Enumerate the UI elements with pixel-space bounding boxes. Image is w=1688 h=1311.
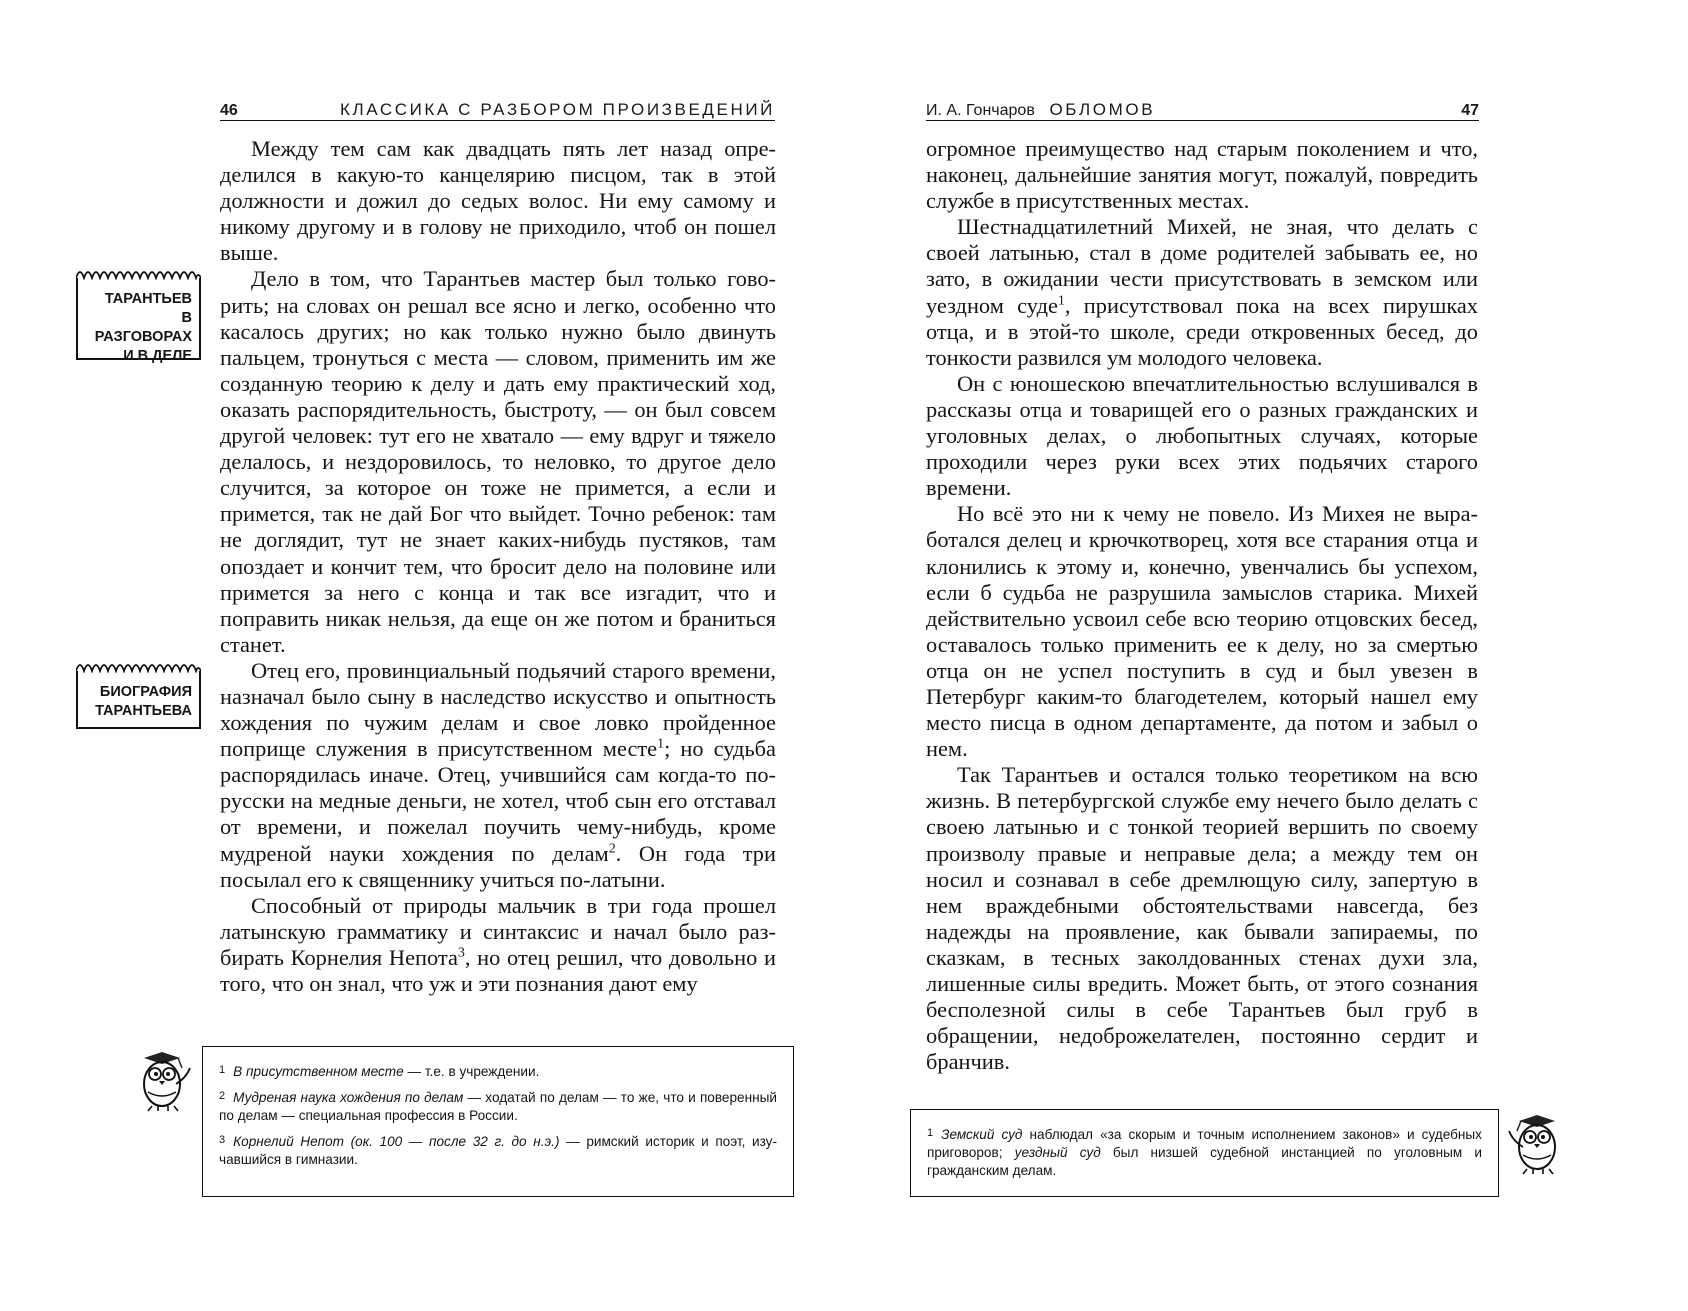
footnote (927, 1124, 1482, 1180)
text-run: , но отец решил, что довольно и того, что он знал, что уж и эти познания дают ему (220, 944, 776, 996)
left-body-text (220, 136, 776, 997)
page-number: 46 (220, 102, 238, 119)
paragraph (926, 214, 1478, 371)
paragraph: Но всё это ни к чему не повело. Из Михея не выработался делец и крючкотворец, хотя все старания отца и клонились к этому и, конечно, увенчались бы успехом, если б судьба не разрушила замыслов старика. Михей действительно усвоил себе всю теорию отцовских бесед, оставалось только применить ее к делу, но за смертью отца он не успел поступить в суд и был увезен в Петербург каким-то благодетелем, который нашел ему место писца в одном департаменте, да потом и забыл о нем. (926, 501, 1478, 762)
footnote-text: был низшей судебной инстанцией по уголовным и гражданским делам. (927, 1145, 1482, 1178)
footnote-term: Корнелий Непот (ок. 100 — после 32 г. до н.э.) (233, 1134, 560, 1149)
right-footnotes-box (910, 1109, 1499, 1197)
paragraph (220, 658, 776, 893)
footnote-text: — ходатай по делам — то же, что и поверенный по делам — специальная профессия в России. (219, 1090, 777, 1123)
text-run: , присутствовал пока на всех пирушках отца, и в этой-то школе, среди откровенных бесед, до тонкости развился ум молодого человека. (926, 292, 1478, 370)
footnote-mark: 1 (657, 736, 665, 752)
footnote-mark: 3 (457, 945, 465, 961)
footnote-number: 1 (927, 1127, 934, 1139)
text-run: Способный от природы мальчик в три года прошел латынскую грамматику и синтаксис и начал было разбирать Корнелия Непота (220, 892, 776, 970)
footnote-number: 3 (219, 1134, 226, 1146)
footnote-mark: 1 (1057, 293, 1065, 309)
paragraph (220, 893, 776, 997)
paragraph: Он с юношескою впечатлительностью вслушивался в рассказы отца и товарищей его о разных гражданских и уголовных делах, о любопытных случаях, которые проходили через руки всех этих подьячих старого времени. (926, 370, 1478, 501)
footnote-term: Мудреная наука хождения по делам (233, 1090, 464, 1105)
footnote-term: уездный суд (1014, 1145, 1101, 1160)
footnote-mark: 2 (608, 841, 616, 857)
paragraph: Дело в том, что Тарантьев мастер был только говорить; на словах он решал все ясно и легко, особенно что касалось других; но как только нужно было двинуть пальцем, тронуться с места — словом, применить им же созданную теорию к делу и дать ему практический ход, оказать распорядительность, быстроту, — он был совсем другой человек: тут его не хватало — ему вдруг и тяжело делалось, и нездоровилось, то неловко, то другое дело случится, за которое он тоже не примется, а если и примется, так не дай Бог что выйдет. Точно ребенок: там не доглядит, тут не знает каких-нибудь пустяков, там опоздает и кончит тем, что бросит дело на половине или примется за него с конца и так все изгадит, что и поправить никак нельзя, да еще он же потом и браниться станет. (220, 266, 776, 657)
sidenote-line: В РАЗГОВОРАХ (94, 310, 192, 345)
owl-scholar-icon (1503, 1107, 1573, 1177)
sidenote-line: ТАРАНТЬЕВ (104, 291, 192, 307)
footnote-text: наблюдал «за скорым и точным исполнением законов» и судебных приговоров; (927, 1127, 1482, 1160)
sidenote-line: ТАРАНТЬЕВА (95, 703, 192, 719)
footnote (219, 1131, 777, 1169)
text-run: ; но судьба распорядилась иначе. Отец, учившийся сам когда-то по-русски на медные деньги, не хотел, чтоб сын его отставал от времени, и пожелал поучить чему-нибудь, кроме мудреной науки хождения по делам (220, 736, 776, 866)
text-run: Отец его, провинциальный подьячий старого времени, назначал было сыну в наследство искусство и опытность хождения по чужим делам и свое ловко пройденное поприще служения в присутственном месте (220, 657, 776, 762)
footnote-term: Земский суд (941, 1127, 1023, 1142)
sidenote-tarantiev-talk-and-deed (76, 278, 201, 364)
right-running-header (926, 96, 1479, 121)
left-footnotes-box (202, 1046, 794, 1197)
sidenote-tarantiev-biography (76, 671, 201, 729)
page-number: 47 (1461, 102, 1479, 119)
paragraph: Между тем сам как двадцать пять лет назад определился в какую-то канцелярию писцом, так в этой должности и дожил до седых волос. Ни ему самому и никому другому и в голову не приходило, чтоб он пошел выше. (220, 136, 776, 266)
footnote (219, 1061, 777, 1081)
owl-scholar-icon (128, 1044, 198, 1114)
spiral-binding-icon (76, 266, 201, 280)
spiral-binding-icon (76, 659, 201, 673)
footnote-text: — т.е. в учреждении. (403, 1064, 540, 1079)
header-title: ОБЛОМОВ (1049, 100, 1156, 119)
footnote-text: — римский историк и поэт, изучавшийся в гимназии. (219, 1134, 777, 1167)
sidenote-line: БИОГРАФИЯ (99, 684, 192, 700)
footnote-term: В присутственном месте (233, 1064, 404, 1079)
text-run: Шестнадцатилетний Михей, не зная, что делать с своей латынью, стал в доме родителей забывать ее, но зато, в ожидании чести присутствовать в земском или уездном суде (926, 214, 1478, 318)
text-run: . Он года три посылал его к священнику учиться по-латыни. (220, 840, 776, 892)
footnote-number: 1 (219, 1064, 226, 1076)
footnote (219, 1087, 777, 1125)
header-author-title (926, 100, 1155, 120)
left-running-header (220, 96, 775, 121)
paragraph: огромное преимущество над старым поколением и что, наконец, дальнейшие занятия могут, пожалуй, повредить службе в присутственных местах. (926, 136, 1478, 214)
sidenote-line: И В ДЕЛЕ (123, 348, 192, 364)
right-body-text (926, 136, 1478, 1075)
header-author: И. А. Гончаров (926, 102, 1035, 119)
footnote-number: 2 (219, 1090, 226, 1102)
paragraph: Так Тарантьев и остался только теоретиком на всю жизнь. В петербургской службе ему нечего было делать с своею латынью и с тонкой теорией вершить по своему произволу правые и неправые дела; а между тем он носил и сознавал в себе дремлющую силу, запертую в нем враждебными обстоятельствами навсегда, без надежды на проявление, как бывали запираемы, по сказкам, в тесных заколдованных стенах духи зла, лишенные силы вредить. Может быть, от этого сознания бесполезной силы в себе Тарантьев был груб в обращении, недоброжелателен, постоянно сердит и бранчив. (926, 762, 1478, 1075)
header-title: КЛАССИКА С РАЗБОРОМ ПРОИЗВЕДЕНИЙ (340, 100, 775, 119)
